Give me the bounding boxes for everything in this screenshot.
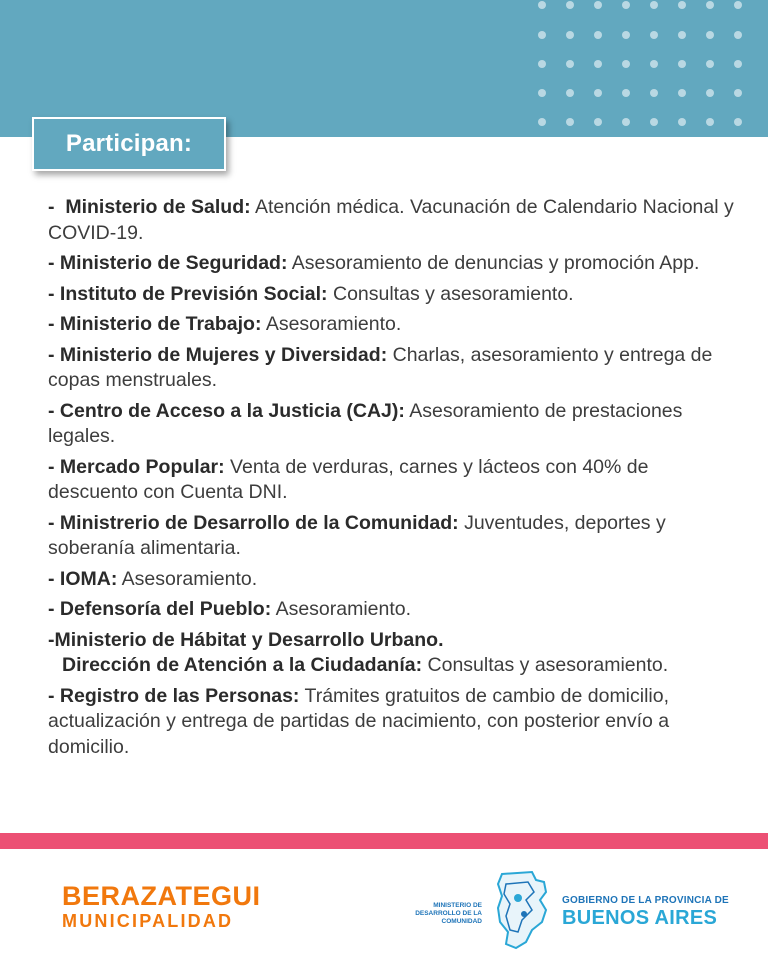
province-logo [562, 895, 762, 929]
accent-divider [0, 833, 768, 849]
province-label: GOBIERNO DE LA PROVINCIA DE [562, 895, 729, 906]
entry-description: Charlas, asesoramiento y entrega de copas menstruales. [48, 343, 713, 391]
entry-name: Ministerio de Salud: [65, 196, 251, 218]
entry-name: Ministerio de Mujeres y Diversidad: [59, 343, 388, 366]
entry-name: Ministrerio de Desarrollo de la Comunidad: [59, 511, 459, 534]
page-title: Participan: [65, 130, 193, 157]
entry-description: Venta de verduras, carnes y lácteos con 40% de descuento con Cuenta DNI. [48, 455, 649, 503]
entry-name: Registro de las Personas: [59, 684, 300, 707]
entry-name: Centro de Acceso a la Justicia (CAJ): [59, 399, 405, 422]
entry-description: Asesoramiento. [121, 567, 258, 590]
berazategui-logo [62, 882, 302, 932]
entry-name: Ministerio de Hábitat y Desarrollo Urbano. [54, 628, 444, 651]
list-item: - Centro de Acceso a la Justicia (CAJ): Asesoramiento de prestaciones legales. [48, 399, 683, 447]
entry-description: Asesoramiento. [275, 598, 412, 620]
list-item: -Ministerio de Hábitat y Desarrollo Urbano. Dirección de Atención a la Ciudadanía: Consultas y asesoramiento. [48, 628, 738, 679]
list-item: - Ministerio de Mujeres y Diversidad: Charlas, asesoramiento y entrega de copas menstruales. [48, 343, 713, 391]
entry-name-secondary: Dirección de Atención a la Ciudadanía: [62, 654, 423, 676]
entry-description: Trámites gratuitos de cambio de domicilio, actualización y entrega de partidas de nacimiento, con posterior envío a domicilio. [48, 684, 670, 758]
list-item: - Defensoría del Pueblo: Asesoramiento. [48, 598, 412, 620]
entry-name: Ministerio de Trabajo: [59, 313, 262, 335]
entry-description: Consultas y asesoramiento. [332, 282, 574, 305]
entry-description: Asesoramiento de denuncias y promoción App. [291, 252, 700, 274]
entry-description: Atención médica. Vacunación de Calendario Nacional y COVID-19. [48, 196, 734, 244]
entry-name: Mercado Popular: [59, 455, 225, 478]
entry-description: Consultas y asesoramiento. [427, 654, 669, 676]
list-item: - Ministerio de Seguridad: Asesoramiento de denuncias y promoción App. [48, 252, 700, 274]
province-map-icon [492, 870, 552, 950]
entry-name: Defensoría del Pueblo: [59, 598, 272, 620]
list-item: - Registro de las Personas: Trámites gratuitos de cambio de domicilio, actualización y entrega de partidas de nacimiento, con posterior envío a domicilio. [48, 684, 670, 758]
province-name: BUENOS AIRES [562, 907, 718, 929]
entry-name: IOMA: [59, 567, 118, 590]
municipality-subtitle: MUNICIPALIDAD [62, 911, 234, 931]
dot-pattern-decoration [536, 0, 768, 137]
entry-description: Asesoramiento de prestaciones legales. [48, 399, 683, 447]
entry-description: Juventudes, deportes y soberanía alimentaria. [48, 511, 666, 559]
entry-line-2 [48, 653, 738, 679]
entry-name: Instituto de Previsión Social: [59, 282, 328, 305]
list-item: - Instituto de Previsión Social: Consultas y asesoramiento. [48, 282, 574, 305]
list-item: - Ministrerio de Desarrollo de la Comunidad: Juventudes, deportes y soberanía alimentaria. [48, 511, 666, 559]
municipality-name: BERAZATEGUI [62, 881, 261, 911]
title-box [32, 117, 226, 171]
list-item: - Ministerio de Salud: Atención médica. Vacunación de Calendario Nacional y COVID-19. [48, 196, 734, 244]
entry-name: Ministerio de Seguridad: [59, 252, 288, 274]
ministry-label: MINISTERIO DE DESARROLLO DE LA COMUNIDAD [415, 902, 482, 925]
participants-list [48, 195, 738, 765]
list-item: - Ministerio de Trabajo: Asesoramiento. [48, 313, 402, 335]
entry-description: Asesoramiento. [265, 313, 402, 335]
list-item: - IOMA: Asesoramiento. [48, 567, 258, 590]
list-item: - Mercado Popular: Venta de verduras, carnes y lácteos con 40% de descuento con Cuenta DNI. [48, 455, 649, 503]
